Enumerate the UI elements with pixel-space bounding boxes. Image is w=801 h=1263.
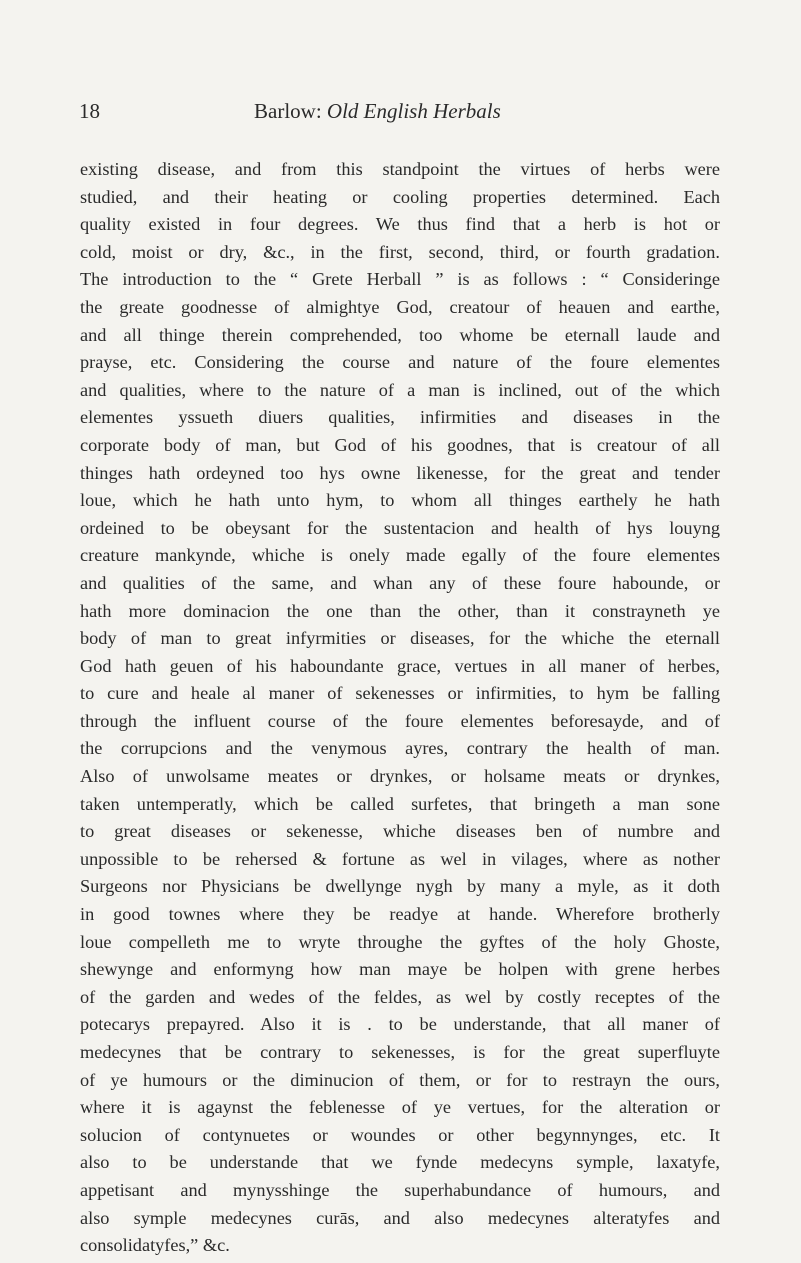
text-line: Also of unwolsame meates or drynkes, or holsame meats or drynkes, — [80, 766, 720, 787]
text-line: through the influent course of the foure elementes beforesayde, and of — [80, 710, 720, 731]
text-line: cold, moist or dry, &c., in the first, second, third, or fourth gradation. — [80, 241, 720, 262]
text-line: hath more dominacion the one than the other, than it constrayneth ye — [80, 600, 720, 621]
text-line: God hath geuen of his haboundante grace, vertues in all maner of herbes, — [80, 655, 720, 676]
text-line: in good townes where they be readye at hande. Wherefore brotherly — [80, 904, 720, 925]
text-line: thinges hath ordeyned too hys owne likenesse, for the great and tender — [80, 462, 720, 483]
text-line: ordeined to be obeysant for the sustentacion and health of hys louyng — [80, 517, 720, 538]
text-line: solucion of contynuetes or woundes or other begynnynges, etc. It — [80, 1124, 720, 1145]
text-line: to great diseases or sekenesse, whiche diseases ben of numbre and — [80, 821, 720, 842]
text-line: shewynge and enformyng how man maye be holpen with grene herbes — [80, 959, 720, 980]
text-line: the greate goodnesse of almightye God, creatour of heauen and earthe, — [80, 296, 720, 317]
body-paragraph — [80, 156, 720, 1260]
text-line: studied, and their heating or cooling properties determined. Each — [80, 186, 720, 207]
text-line: body of man to great infyrmities or diseases, for the whiche the eternall — [80, 628, 720, 649]
text-line: potecarys prepayred. Also it is . to be understande, that all maner of — [80, 1014, 720, 1035]
text-line: appetisant and mynysshinge the superhabundance of humours, and — [80, 1179, 720, 1200]
text-line: loue, which he hath unto hym, to whom all thinges earthely he hath — [80, 490, 720, 511]
text-line: and qualities of the same, and whan any of these foure habounde, or — [80, 572, 720, 593]
text-line: creature mankynde, whiche is onely made egally of the foure elementes — [80, 545, 720, 566]
text-line: where it is agaynst the feblenesse of ye vertues, for the alteration or — [80, 1097, 720, 1118]
text-line: consolidatyfes,” &c. — [80, 1235, 230, 1256]
text-line: of ye humours or the diminucion of them, or for to restrayn the ours, — [80, 1069, 720, 1090]
text-line: medecynes that be contrary to sekenesses, is for the great superfluyte — [80, 1042, 720, 1062]
running-title — [254, 96, 501, 126]
text-line: elementes yssueth diuers qualities, infirmities and diseases in the — [80, 407, 720, 428]
text-line: unpossible to be rehersed & fortune as wel in vilages, where as nother — [80, 848, 720, 869]
page-number: 18 — [79, 99, 100, 123]
text-line: The introduction to the “ Grete Herball ” is as follows : “ Consideringe — [80, 269, 720, 290]
title-separator: : — [315, 99, 322, 123]
text-line: corporate body of man, but God of his goodnes, that is creatour of all — [80, 434, 720, 455]
text-line: and qualities, where to the nature of a man is inclined, out of the which — [80, 379, 720, 400]
text-line: taken untemperatly, which be called surfetes, that bringeth a man sone — [80, 793, 720, 814]
text-line: Surgeons nor Physicians be dwellynge nygh by many a myle, as it doth — [80, 876, 720, 897]
text-line: to cure and heale al maner of sekenesses or infirmities, to hym be falling — [80, 683, 720, 704]
text-line: the corrupcions and the venymous ayres, contrary the health of man. — [80, 738, 720, 759]
book-title: Old English Herbals — [326, 99, 501, 123]
running-head — [79, 96, 719, 126]
text-line: also symple medecynes curās, and also medecynes alteratyfes and — [80, 1207, 720, 1228]
text-line: quality existed in four degrees. We thus find that a herb is hot or — [80, 214, 720, 235]
text-line: and all thinge therein comprehended, too whome be eternall laude and — [80, 324, 720, 345]
text-line: existing disease, and from this standpoint the virtues of herbs were — [80, 159, 720, 179]
text-line: also to be understande that we fynde medecyns symple, laxatyfe, — [80, 1152, 720, 1173]
text-line: of the garden and wedes of the feldes, as wel by costly receptes of the — [80, 986, 720, 1007]
text-line: prayse, etc. Considering the course and nature of the foure elementes — [80, 352, 720, 373]
author-name: Barlow — [254, 99, 316, 123]
text-line: loue compelleth me to wryte throughe the gyftes of the holy Ghoste, — [80, 931, 720, 952]
